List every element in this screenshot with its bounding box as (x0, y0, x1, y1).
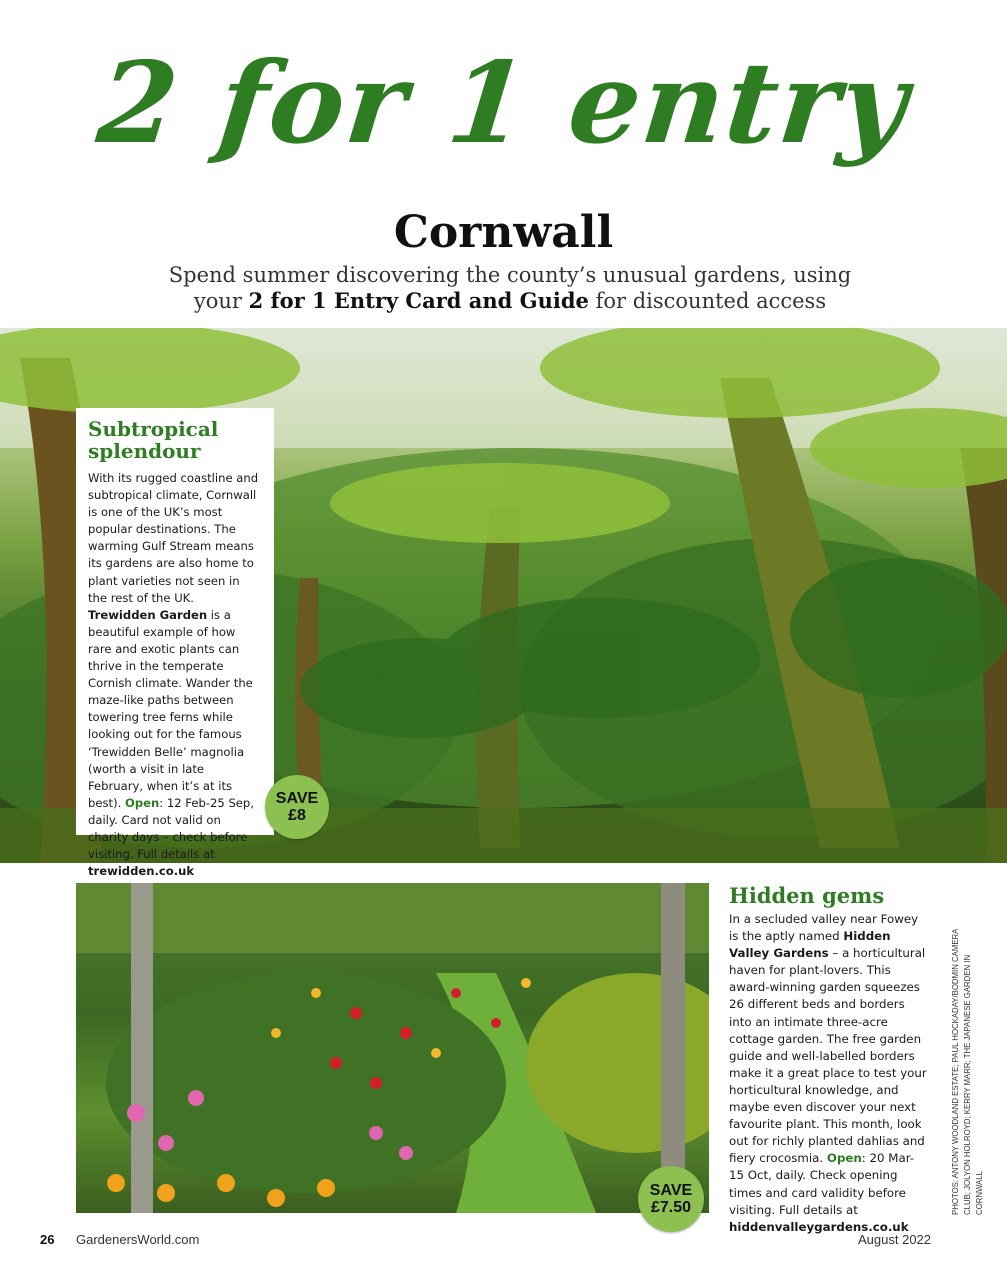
save-badge-hidden-valley: SAVE £7.50 (638, 1166, 704, 1232)
trewidden-body: With its rugged coastline and subtropical climate, Cornwall is one of the UK’s most popular destinations. The warming Gulf Stream means its gardens are also home to plant varieties not seen in the rest of the UK. Trewidden Garden is a beautiful example of how rare and exotic plants can thrive in the temperate Cornish climate. Wander the maze-like paths between towering tree ferns while looking out for the famous ‘Trewidden Belle’ magnolia (worth a visit in late February, when it’s at its best). Open: 12 Feb-25 Sep, daily. Card not valid on charity days – check before visiting. Full details at trewidden.co.uk (88, 471, 259, 879)
trewidden-url[interactable]: trewidden.co.uk (88, 864, 195, 879)
issue-date: August 2022 (858, 1232, 932, 1247)
hidden-gems-title: Hidden gems (729, 883, 885, 908)
box-title: Subtropical splendour (88, 417, 219, 463)
site-name: GardenersWorld.com (76, 1232, 200, 1247)
open-label: Open (826, 1151, 862, 1166)
photo-credits: PHOTOS: ANTONY WOODLAND ESTATE; PAUL HOCKADAY/BODMIN CAMERA CLUB; JOLYON HOLROYD; KERRY MARR; THE JAPANESE GARDEN IN CORNWALL (951, 929, 984, 1215)
dahlia-garden-photo (76, 883, 709, 1213)
hidden-valley-body: In a secluded valley near Fowey is the aptly named Hidden Valley Gardens – a horticultural haven for plant-lovers. This award-winning garden squeezes 26 different beds and borders into an intimate three-acre cottage garden. The free garden guide and well-labelled borders make it a great place to test your horticultural knowledge, and maybe even discover your next favourite plant. This month, look out for richly planted dahlias and fiery crocosmia. Open: 20 Mar-15 Oct, daily. Check opening times and card validity before visiting. Full details at hiddenvalleygardens.co.uk (729, 912, 927, 1234)
save-badge-trewidden: SAVE £8 (265, 775, 329, 839)
open-label: Open (124, 795, 160, 810)
dahlia-illustration (76, 883, 709, 1213)
headline: 2 for 1 entry (92, 38, 916, 169)
standfirst: Spend summer discovering the county’s unusual gardens, using your 2 for 1 Entry Card and Guide for discounted access (168, 263, 852, 313)
subtropical-splendour-box (76, 408, 274, 879)
county-title: Cornwall (393, 207, 614, 258)
hidden-valley-url[interactable]: hiddenvalleygardens.co.uk (729, 1219, 909, 1234)
page-number: 26 (40, 1232, 55, 1247)
